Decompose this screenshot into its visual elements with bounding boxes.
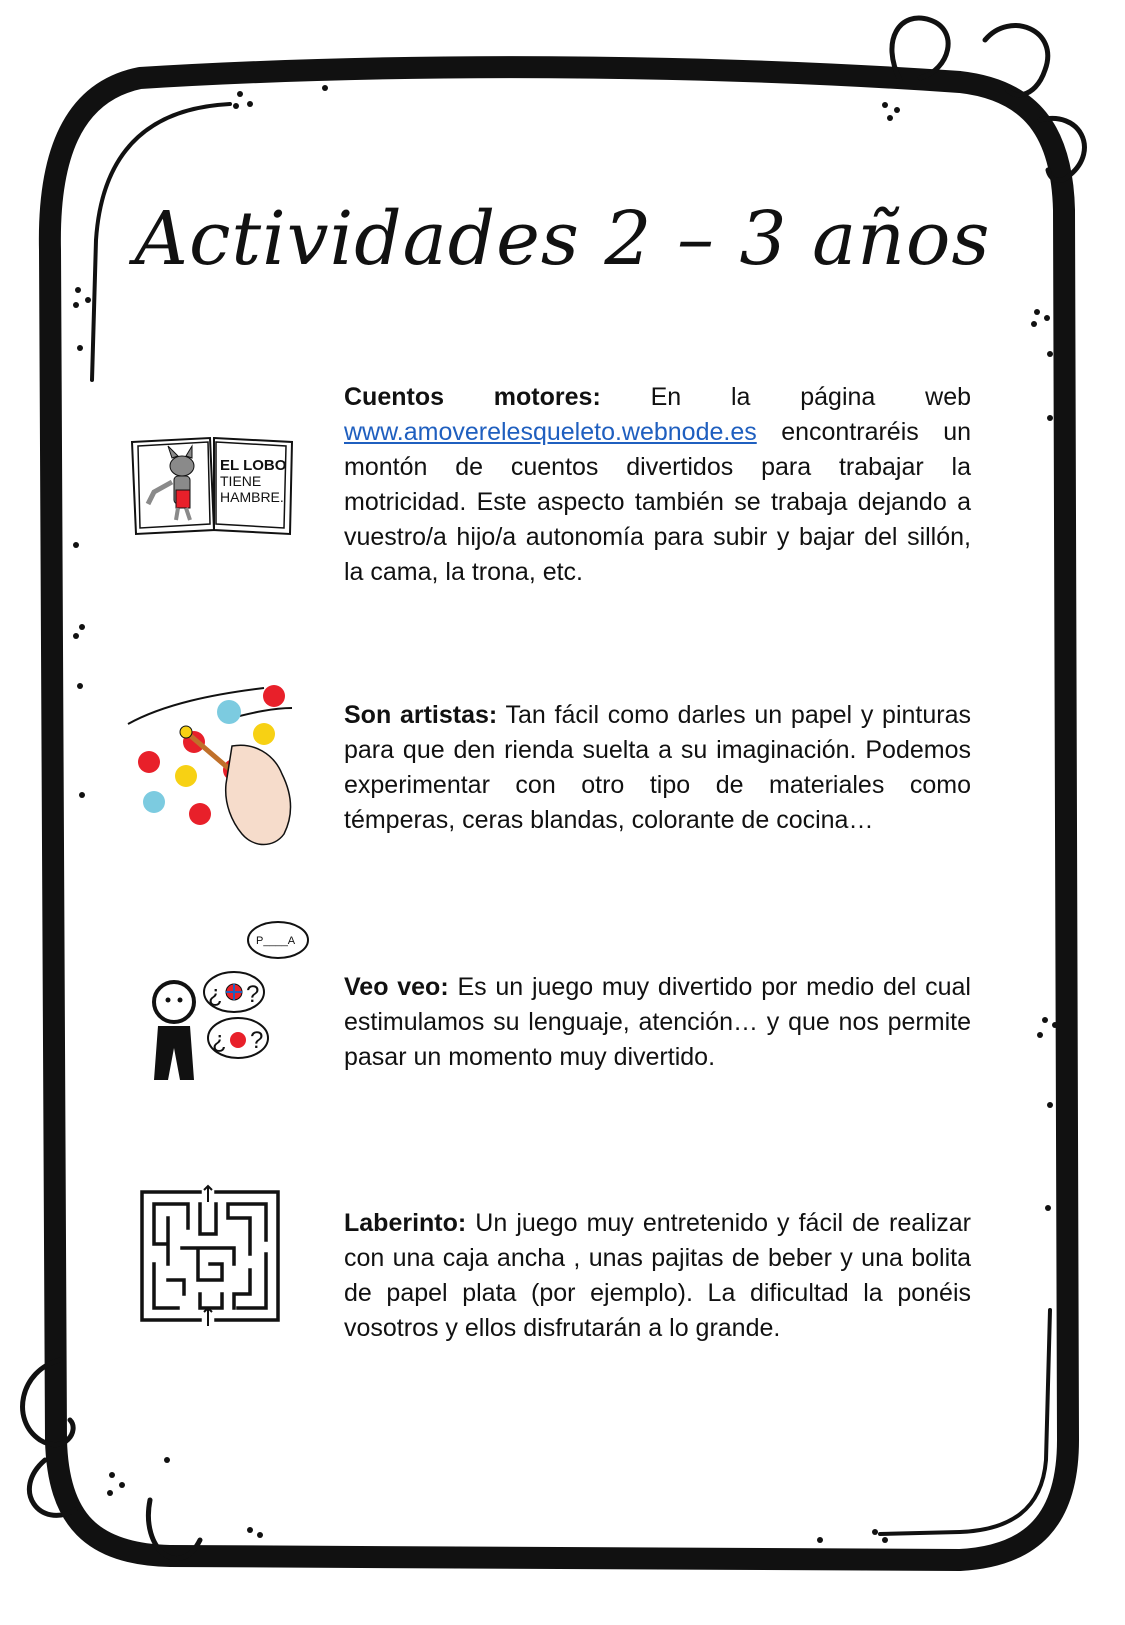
section-heading: Son artistas:: [344, 701, 498, 729]
section-text: [344, 698, 971, 838]
section-intro: En la página web: [650, 383, 971, 411]
book-title-line-2: TIENE: [220, 473, 262, 489]
section-body: encontraréis un montón de cuentos divertidos para trabajar la motricidad. Este aspecto también se trabaja dejando a vuestro/a hijo/a autonomía para subir y bajar del sillón, la cama, la trona, etc.: [344, 418, 971, 586]
section-text: [344, 1206, 971, 1346]
question-close-1: ?: [246, 981, 260, 1008]
question-open-2: ¿: [212, 1027, 227, 1054]
section-heading: Veo veo:: [344, 973, 449, 1001]
question-close-2: ?: [250, 1027, 264, 1054]
painting-hand-icon: [124, 684, 304, 854]
section-text: [344, 970, 971, 1075]
section-text: [344, 380, 971, 590]
section-body: Es un juego muy divertido por medio del cual estimulamos su lenguaje, atención… y que nos permite pasar un momento muy divertido.: [344, 973, 971, 1071]
person-speech-icon: [150, 920, 320, 1090]
section-body: Un juego muy entretenido y fácil de realizar con una caja ancha , unas pajitas de beber y una bolita de papel plata (por ejemplo). La dificultad la ponéis vosotros y ellos disfrutarán a lo grande.: [344, 1209, 971, 1342]
section-heading: Laberinto:: [344, 1209, 467, 1237]
question-open-1: ¿: [208, 981, 223, 1008]
maze-icon: [138, 1184, 283, 1329]
section-body: Tan fácil como darles un papel y pinturas para que den rienda suelta a su imaginación. Podemos experimentar con otro tipo de materiales como témperas, ceras blandas, colorante de cocina…: [344, 701, 971, 834]
website-link[interactable]: www.amoverelesqueleto.webnode.es: [344, 418, 757, 446]
section-heading: Cuentos motores:: [344, 383, 601, 411]
speech-bubble-text: P____A: [256, 935, 296, 947]
book-icon: [128, 432, 298, 536]
page-title: Actividades 2 – 3 años: [134, 196, 991, 282]
book-title-line-1: EL LOBO: [220, 457, 287, 474]
book-title-line-3: HAMBRE.: [220, 489, 284, 505]
